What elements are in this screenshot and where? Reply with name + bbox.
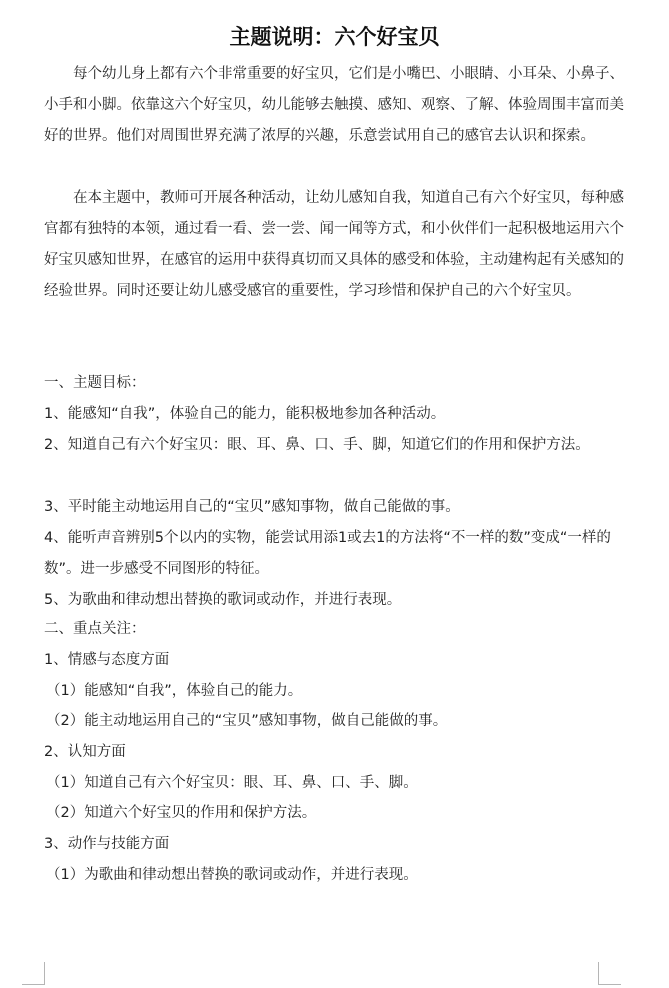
intro-paragraph-2: 在本主题中，教师可开展各种活动，让幼儿感知自我，知道自己有六个好宝贝，每种感官都有独特的本领，通过看一看、尝一尝、闻一闻等方式，和小伙伴们一起积极地运用六个好宝贝感知世界，在感官的运用中获得真切而又具体的感受和体验，主动建构起有关感知的经验世界。同时还要让幼儿感受感官的重要性，学习珍惜和保护自己的六个好宝贝。 xyxy=(44,190,624,299)
focus-item-emotion-2: （2）能主动地运用自己的“宝贝”感知事物，做自己能做的事。 xyxy=(46,713,448,729)
page-corner-mark-right xyxy=(598,962,621,985)
focus-group-title-cognition: 2、认知方面 xyxy=(44,744,126,760)
goal-item-2: 2、知道自己有六个好宝贝：眼、耳、鼻、口、手、脚，知道它们的作用和保护方法。 xyxy=(44,437,590,453)
section-heading-focus: 二、重点关注： xyxy=(44,621,146,637)
focus-group-title-skills: 3、动作与技能方面 xyxy=(44,836,170,852)
focus-group-title-emotion: 1、情感与态度方面 xyxy=(44,652,170,668)
goal-item-5: 5、为歌曲和律动想出替换的歌词或动作，并进行表现。 xyxy=(44,592,402,608)
focus-item-emotion-1: （1）能感知“自我”，体验自己的能力。 xyxy=(46,683,303,699)
focus-item-cognition-1: （1）知道自己有六个好宝贝：眼、耳、鼻、口、手、脚。 xyxy=(46,775,418,791)
focus-item-skills-1: （1）为歌曲和律动想出替换的歌词或动作，并进行表现。 xyxy=(46,867,418,883)
page-corner-mark-left xyxy=(22,962,45,985)
section-heading-goals: 一、主题目标： xyxy=(44,375,146,391)
goal-item-4: 4、能听声音辨别5个以内的实物，能尝试用添1或去1的方法将“不一样的数”变成“一样的数”。进一步感受不同图形的特征。 xyxy=(44,530,611,577)
intro-paragraph-1: 每个幼儿身上都有六个非常重要的好宝贝，它们是小嘴巴、小眼睛、小耳朵、小鼻子、小手和小脚。依靠这六个好宝贝，幼儿能够去触摸、感知、观察、了解、体验周围丰富而美好的世界。他们对周围世界充满了浓厚的兴趣，乐意尝试用自己的感官去认识和探索。 xyxy=(44,66,624,144)
document-title: 主题说明：六个好宝贝 xyxy=(229,24,440,49)
goal-item-3: 3、平时能主动地运用自己的“宝贝”感知事物，做自己能做的事。 xyxy=(44,499,460,515)
goal-item-1: 1、能感知“自我”，体验自己的能力，能积极地参加各种活动。 xyxy=(44,406,446,422)
focus-item-cognition-2: （2）知道六个好宝贝的作用和保护方法。 xyxy=(46,805,317,821)
